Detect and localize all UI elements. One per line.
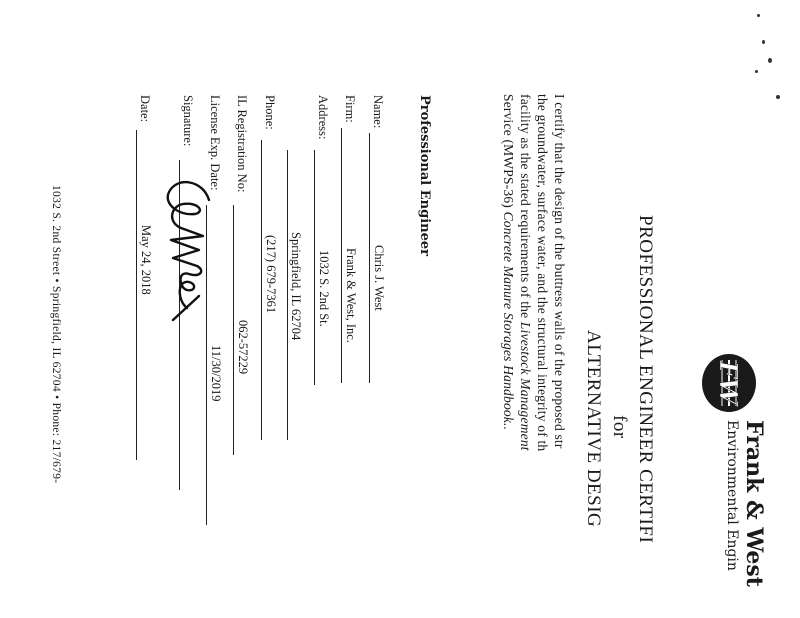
certification-text-line4 [500, 94, 516, 430]
certification-text-line3-italic: Livestock Management [518, 321, 533, 451]
firm-label: Firm: [343, 95, 357, 123]
phone-label: Phone: [263, 95, 277, 130]
name-label: Name: [371, 95, 385, 129]
scan-speck [757, 14, 760, 17]
date-underline [136, 130, 137, 460]
company-name: Frank & West [741, 420, 767, 587]
footer-address: 1032 S. 2nd Street • Springfield, IL 62704 • Phone: 217/679- [50, 185, 62, 484]
firm-value: Frank & West, Inc. [344, 248, 358, 343]
document-title-line3: ALTERNATIVE DESIG [583, 330, 604, 528]
scan-speck [768, 58, 772, 63]
certification-text-line3 [517, 94, 533, 451]
certification-text-line4-italic: Concrete Manure Storages Handbook.. [501, 211, 516, 431]
date-label: Date: [138, 95, 152, 123]
scan-speck [776, 95, 780, 99]
license-exp-value: 11/30/2019 [209, 345, 223, 402]
company-tagline: Environmental Engin [724, 420, 740, 571]
registration-underline [233, 205, 234, 455]
registration-label: IL Registration No: [235, 95, 249, 193]
svg-text:FW: FW [714, 361, 743, 405]
section-heading-professional-engineer: Professional Engineer [417, 95, 432, 256]
scan-speck [762, 40, 765, 44]
address-value-2: Springfield, IL 62704 [289, 232, 303, 341]
document-title-line2: for [609, 415, 630, 439]
phone-underline [261, 140, 262, 440]
firm-underline [341, 128, 342, 383]
name-underline [369, 133, 370, 383]
date-value: May 24, 2018 [139, 225, 153, 295]
certification-text-line3-plain: facility as the stated requirements of the [518, 94, 533, 322]
certification-text-line4-plain: Service (MWPS-36) [501, 94, 516, 212]
phone-value: (217) 679-7361 [264, 235, 278, 314]
handwritten-signature [157, 170, 217, 330]
address-underline [314, 150, 315, 385]
address-value: 1032 S. 2nd St. [317, 250, 331, 327]
name-value: Chris J. West [372, 245, 386, 311]
registration-value: 062-57229 [236, 320, 250, 375]
address-label: Address: [316, 95, 330, 140]
license-exp-label: License Exp. Date: [208, 95, 222, 191]
company-logo [698, 352, 760, 414]
certification-text-line2: the groundwater, surface water, and the structural integrity of th [535, 94, 550, 452]
document-title-line1: PROFESSIONAL ENGINEER CERTIFI [635, 215, 656, 544]
certification-text-line1: I certify that the design of the buttress walls of the proposed str [552, 94, 567, 449]
signature-label: Signature: [181, 95, 195, 147]
scan-speck [755, 70, 758, 73]
